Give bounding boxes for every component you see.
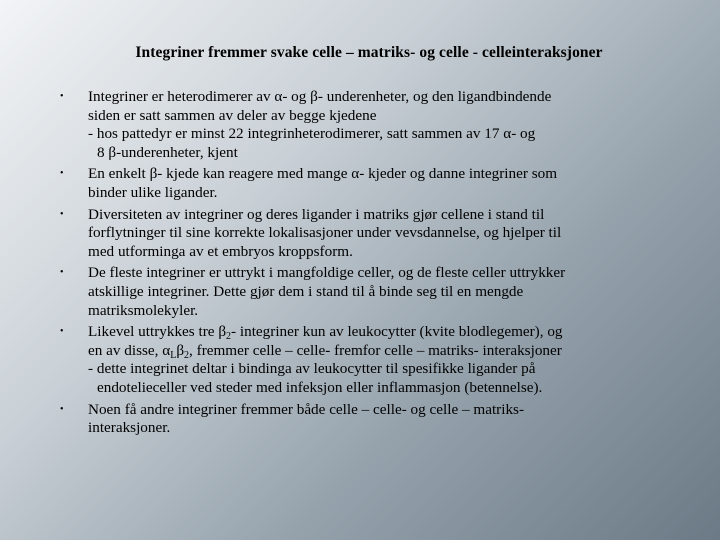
- bullet-list: [0, 88, 720, 441]
- text-run: , fremmer celle – celle- fremfor celle – matriks- interaksjoner: [189, 341, 562, 359]
- bullet-dot-icon: •: [60, 403, 64, 415]
- subscript: 2: [184, 349, 190, 361]
- bullet-line: matriksmolekyler.: [88, 301, 199, 319]
- subscript: 2: [226, 331, 232, 343]
- bullet-line: - dette integrinet deltar i bindinga av leukocytter til spesifikke ligander på: [88, 360, 536, 378]
- bullet-line: - hos pattedyr er minst 22 integrinheterodimerer, satt sammen av 17 α- og: [88, 125, 536, 143]
- bullet-dot-icon: •: [60, 267, 64, 279]
- bullet-dot-icon: •: [60, 168, 64, 180]
- bullet-dot-icon: •: [60, 208, 64, 220]
- bullet-line: binder ulike ligander.: [88, 183, 218, 201]
- bullet-line: interaksjoner.: [88, 419, 171, 437]
- bullet-item: [0, 264, 720, 320]
- bullet-line: Diversiteten av integriner og deres ligander i matriks gjør cellene i stand til: [88, 205, 545, 223]
- bullet-line: atskillige integriner. Dette gjør dem i stand til å binde seg til en mengde: [88, 282, 524, 300]
- subscript: L: [170, 349, 177, 361]
- bullet-line: De fleste integriner er uttrykt i mangfoldige celler, og de fleste celler uttrykker: [88, 264, 566, 282]
- bullet-item: [0, 88, 720, 162]
- bullet-line: siden er satt sammen av deler av begge kjedene: [88, 106, 377, 124]
- bullet-dot-icon: •: [60, 91, 64, 102]
- slide-title-text: Integriner fremmer svake celle – matriks- og celle - celleinteraksjoner: [135, 44, 603, 61]
- bullet-line: Integriner er heterodimerer av α- og β- underenheter, og den ligandbindende: [88, 88, 552, 105]
- slide-title: [0, 44, 720, 62]
- bullet-item: [0, 165, 720, 202]
- bullet-line: Noen få andre integriner fremmer både celle – celle- og celle – matriks-: [88, 400, 525, 418]
- bullet-item: [0, 206, 720, 262]
- bullet-dot-icon: •: [60, 326, 64, 338]
- text-run: - integriner kun av leukocytter (kvite blodlegemer), og: [231, 323, 563, 341]
- text-run: β: [176, 341, 185, 359]
- bullet-line: En enkelt β- kjede kan reagere med mange α- kjeder og danne integriner som: [88, 165, 558, 183]
- bullet-line: forflytninger til sine korrekte lokalisasjoner under vevsdannelse, og hjelper til: [88, 224, 562, 242]
- text-run: en av disse, α: [88, 341, 171, 359]
- bullet-line: [88, 323, 680, 342]
- bullet-item: [0, 323, 720, 397]
- bullet-item: [0, 401, 720, 438]
- bullet-line: 8 β-underenheter, kjent: [97, 143, 238, 161]
- text-run: Likevel uttrykkes tre β: [88, 323, 227, 341]
- bullet-line: [88, 342, 680, 361]
- bullet-line: med utforminga av et embryos kroppsform.: [88, 242, 353, 260]
- bullet-line: endotelieceller ved steder med infeksjon eller inflammasjon (betennelse).: [97, 378, 543, 396]
